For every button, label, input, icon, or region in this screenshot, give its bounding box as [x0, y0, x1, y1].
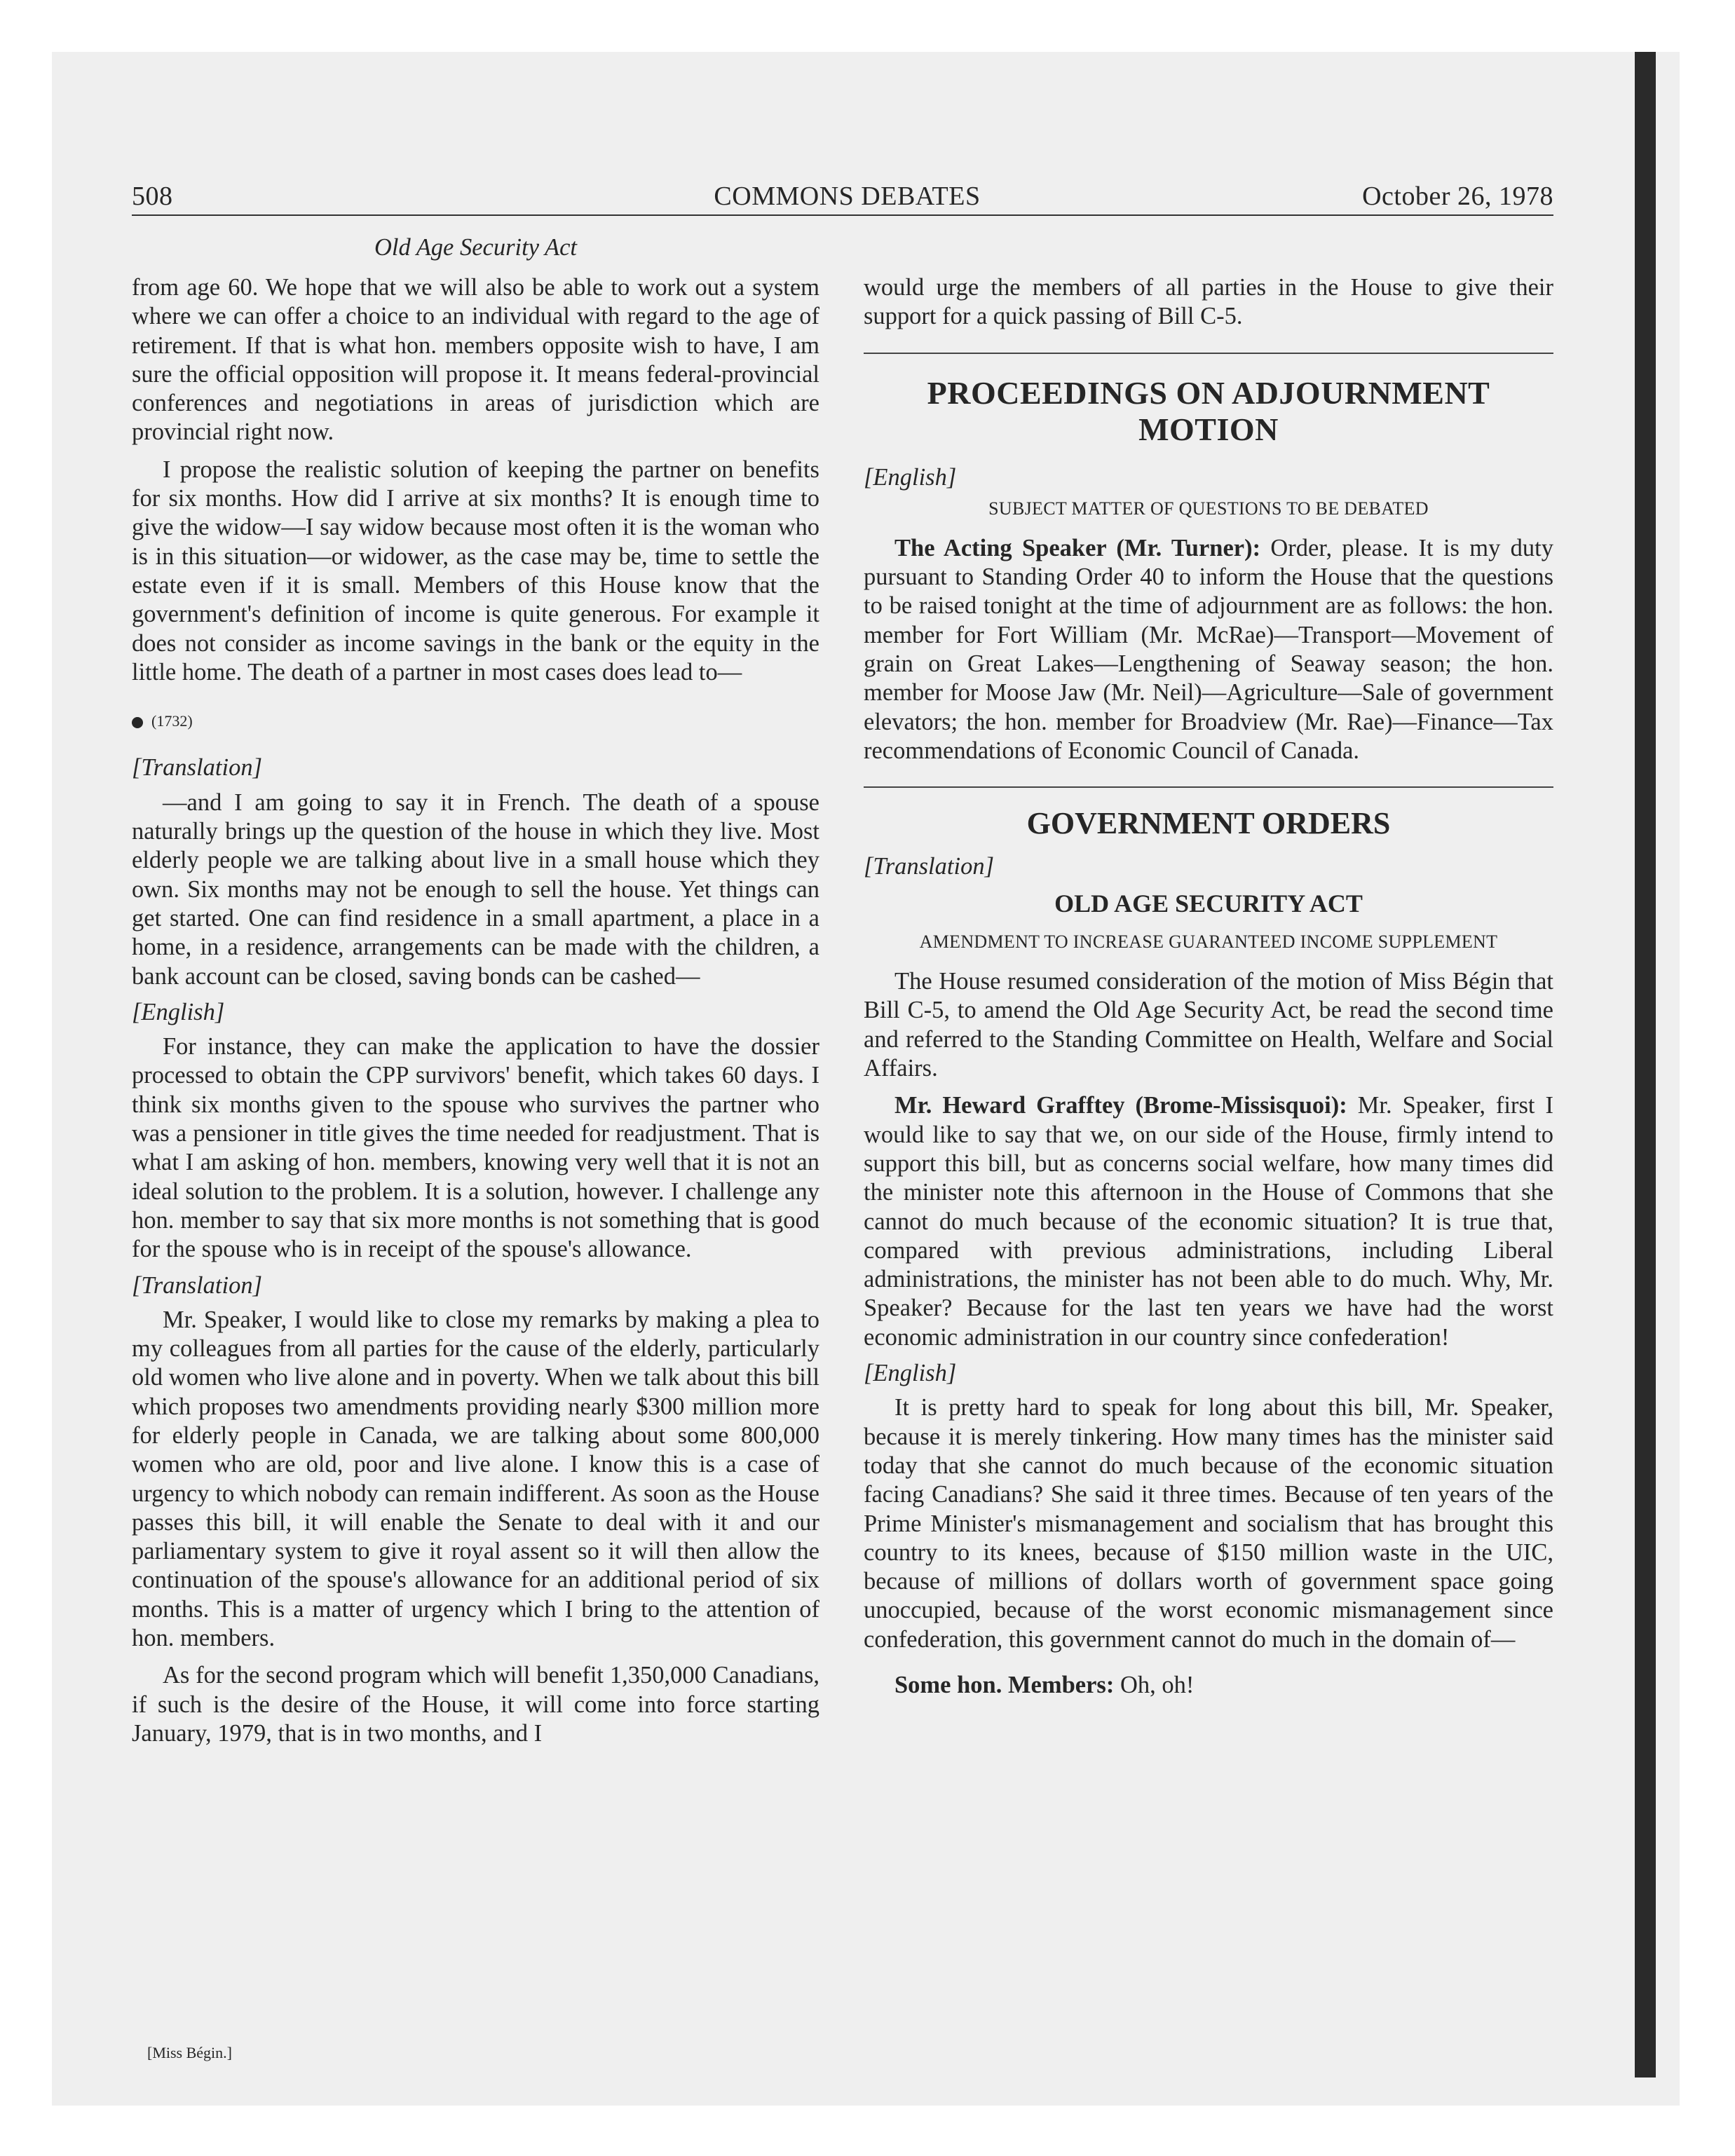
paragraph: It is pretty hard to speak for long about this bill, Mr. Speaker, because it is merely tinkering. How many times has the minister said today that she cannot do much because of the economic situation facing Canadians? She said it three times. Because of ten years of the Prime Minister's mismanagement and socialism that has brought this country to its knees, because of $150 million waste in the UIC, because of millions of dollars worth of government space going unoccupied, because of the worst economic mismanagement since confederation, this government cannot do much in the domain of—	[864, 1394, 1553, 1653]
paragraph: As for the second program which will benefit 1,350,000 Canadians, if such is the desire of the House, it will come into force starting January, 1979, that is in two months, and I	[132, 1662, 819, 1747]
speaker-name: Some hon. Members:	[894, 1671, 1115, 1698]
paragraph: For instance, they can make the application to have the dossier processed to obtain the CPP survivors' benefit, which takes 60 days. I think six months given to the spouse who survives the partner who was a pensioner in title gives the time needed for readjustment. That is what I am asking of hon. members, knowing very well that it is not an ideal solution to the problem. It is a solution, however. I challenge any hon. member to say that six more months is not something that is good for the spouse who is in receipt of the spouse's allowance.	[132, 1033, 819, 1263]
speaker-name: Mr. Heward Grafftey (Brome-Missisquoi):	[894, 1092, 1347, 1119]
page-edge-shadow	[1635, 52, 1656, 2077]
paragraph: I propose the realistic solution of keeping the partner on benefits for six months. How did I arrive at six months? It is enough time to give the widow—I say widow because most often it is the woman who is in this situation—or widower, as the case may be, time to settle the estate even if it is small. Members of this House know that the government's definition of income is quite generous. For example it does not consider as income savings in the bank or the equity in the little home. The death of a partner in most cases does lead to—	[132, 456, 819, 685]
paragraph: would urge the members of all parties in the House to give their support for a quick passing of Bill C-5.	[864, 274, 1553, 330]
subheading: SUBJECT MATTER OF QUESTIONS TO BE DEBATED	[988, 498, 1429, 519]
bill-heading: OLD AGE SECURITY ACT	[1054, 889, 1363, 917]
publication-title: COMMONS DEBATES	[714, 182, 981, 211]
paragraph: from age 60. We hope that we will also be able to work out a system where we can offer a choice to an individual with regard to the age of retirement. If that is what hon. members opposite wish to have, I am sure the official opposition will propose it. It means federal-provincial conferences and negotiations in areas of jurisdiction which are provincial right now.	[132, 274, 819, 446]
speaker-name: The Acting Speaker (Mr. Turner):	[894, 534, 1261, 561]
section-heading: PROCEEDINGS ON ADJOURNMENT MOTION	[927, 374, 1490, 447]
right-column	[864, 273, 1553, 1700]
paragraph: Mr. Heward Grafftey (Brome-Missisquoi): Mr. Speaker, first I would like to say that we, on our side of the House, firmly intend to support this bill, but as concerns social welfare, how many times did the minister note this afternoon in the House of Commons that she cannot do much because of the economic situation? It is true that, compared with previous administrations, including Liberal administrations, the minister has not been able to do much. Why, Mr. Speaker? Because for the last ten years we have had the worst economic administration in our country since confederation!	[864, 1092, 1553, 1351]
paragraph: Some hon. Members: Oh, oh!	[894, 1671, 1195, 1698]
bullet-icon	[132, 717, 143, 728]
section-rule	[864, 786, 1553, 788]
running-head: Old Age Security Act	[374, 234, 578, 261]
header-date: October 26, 1978	[1362, 182, 1553, 211]
paragraph: Mr. Speaker, I would like to close my remarks by making a plea to my colleagues from all parties for the cause of the elderly, particularly old women who live alone and in poverty. When we talk about this bill which proposes two amendments providing nearly $300 million more for elderly people in Canada, we are talking about some 800,000 women who are old, poor and live alone. I know this is a case of urgency to which nobody can remain indifferent. As soon as the House passes this bill, it will enable the Senate to deal with it and our parliamentary system to give it royal assent so it will then allow the continuation of the spouse's allowance for an additional period of six months. This is a matter of urgency which I bring to the attention of hon. members.	[132, 1306, 819, 1652]
language-marker: [Translation]	[864, 852, 994, 880]
subheading: AMENDMENT TO INCREASE GUARANTEED INCOME SUPPLEMENT	[919, 932, 1498, 953]
language-marker: [English]	[132, 998, 225, 1025]
time-marker: (1732)	[132, 707, 819, 735]
left-column	[132, 273, 819, 1748]
paragraph: The Acting Speaker (Mr. Turner): Order, please. It is my duty pursuant to Standing Order 40 to inform the House that the questions to be raised tonight at the time of adjournment are as follows: the hon. member for Fort William (Mr. McRae)—Transport—Movement of grain on Great Lakes—Lengthening of Seaway season; the hon. member for Moose Jaw (Mr. Neil)—Agriculture—Sale of government elevators; the hon. member for Broadview (Mr. Rae)—Finance—Tax recommendations of Economic Council of Canada.	[864, 534, 1554, 764]
language-marker: [Translation]	[132, 1271, 262, 1299]
paragraph: —and I am going to say it in French. The death of a spouse naturally brings up the question of the house in which they live. Most elderly people we are talking about live in a small house which they own. Six months may not be enough to sell the house. Yet things can get started. One can find residence in a small apartment, a place in a home, in a residence, arrangements can be made with the children, a bank account can be closed, saving bonds can be cashed—	[132, 789, 819, 990]
language-marker: [English]	[864, 463, 957, 491]
header-rule	[132, 214, 1553, 216]
speaker-footnote: [Miss Bégin.]	[147, 2044, 232, 2061]
language-marker: [Translation]	[132, 754, 262, 782]
section-rule	[864, 353, 1553, 354]
paragraph: The House resumed consideration of the motion of Miss Bégin that Bill C-5, to amend the Old Age Security Act, be read the second time and referred to the Standing Committee on Health, Welfare and Social Affairs.	[864, 968, 1553, 1082]
page-number: 508	[132, 182, 173, 211]
language-marker: [English]	[864, 1360, 957, 1387]
section-heading: GOVERNMENT ORDERS	[1026, 806, 1391, 841]
